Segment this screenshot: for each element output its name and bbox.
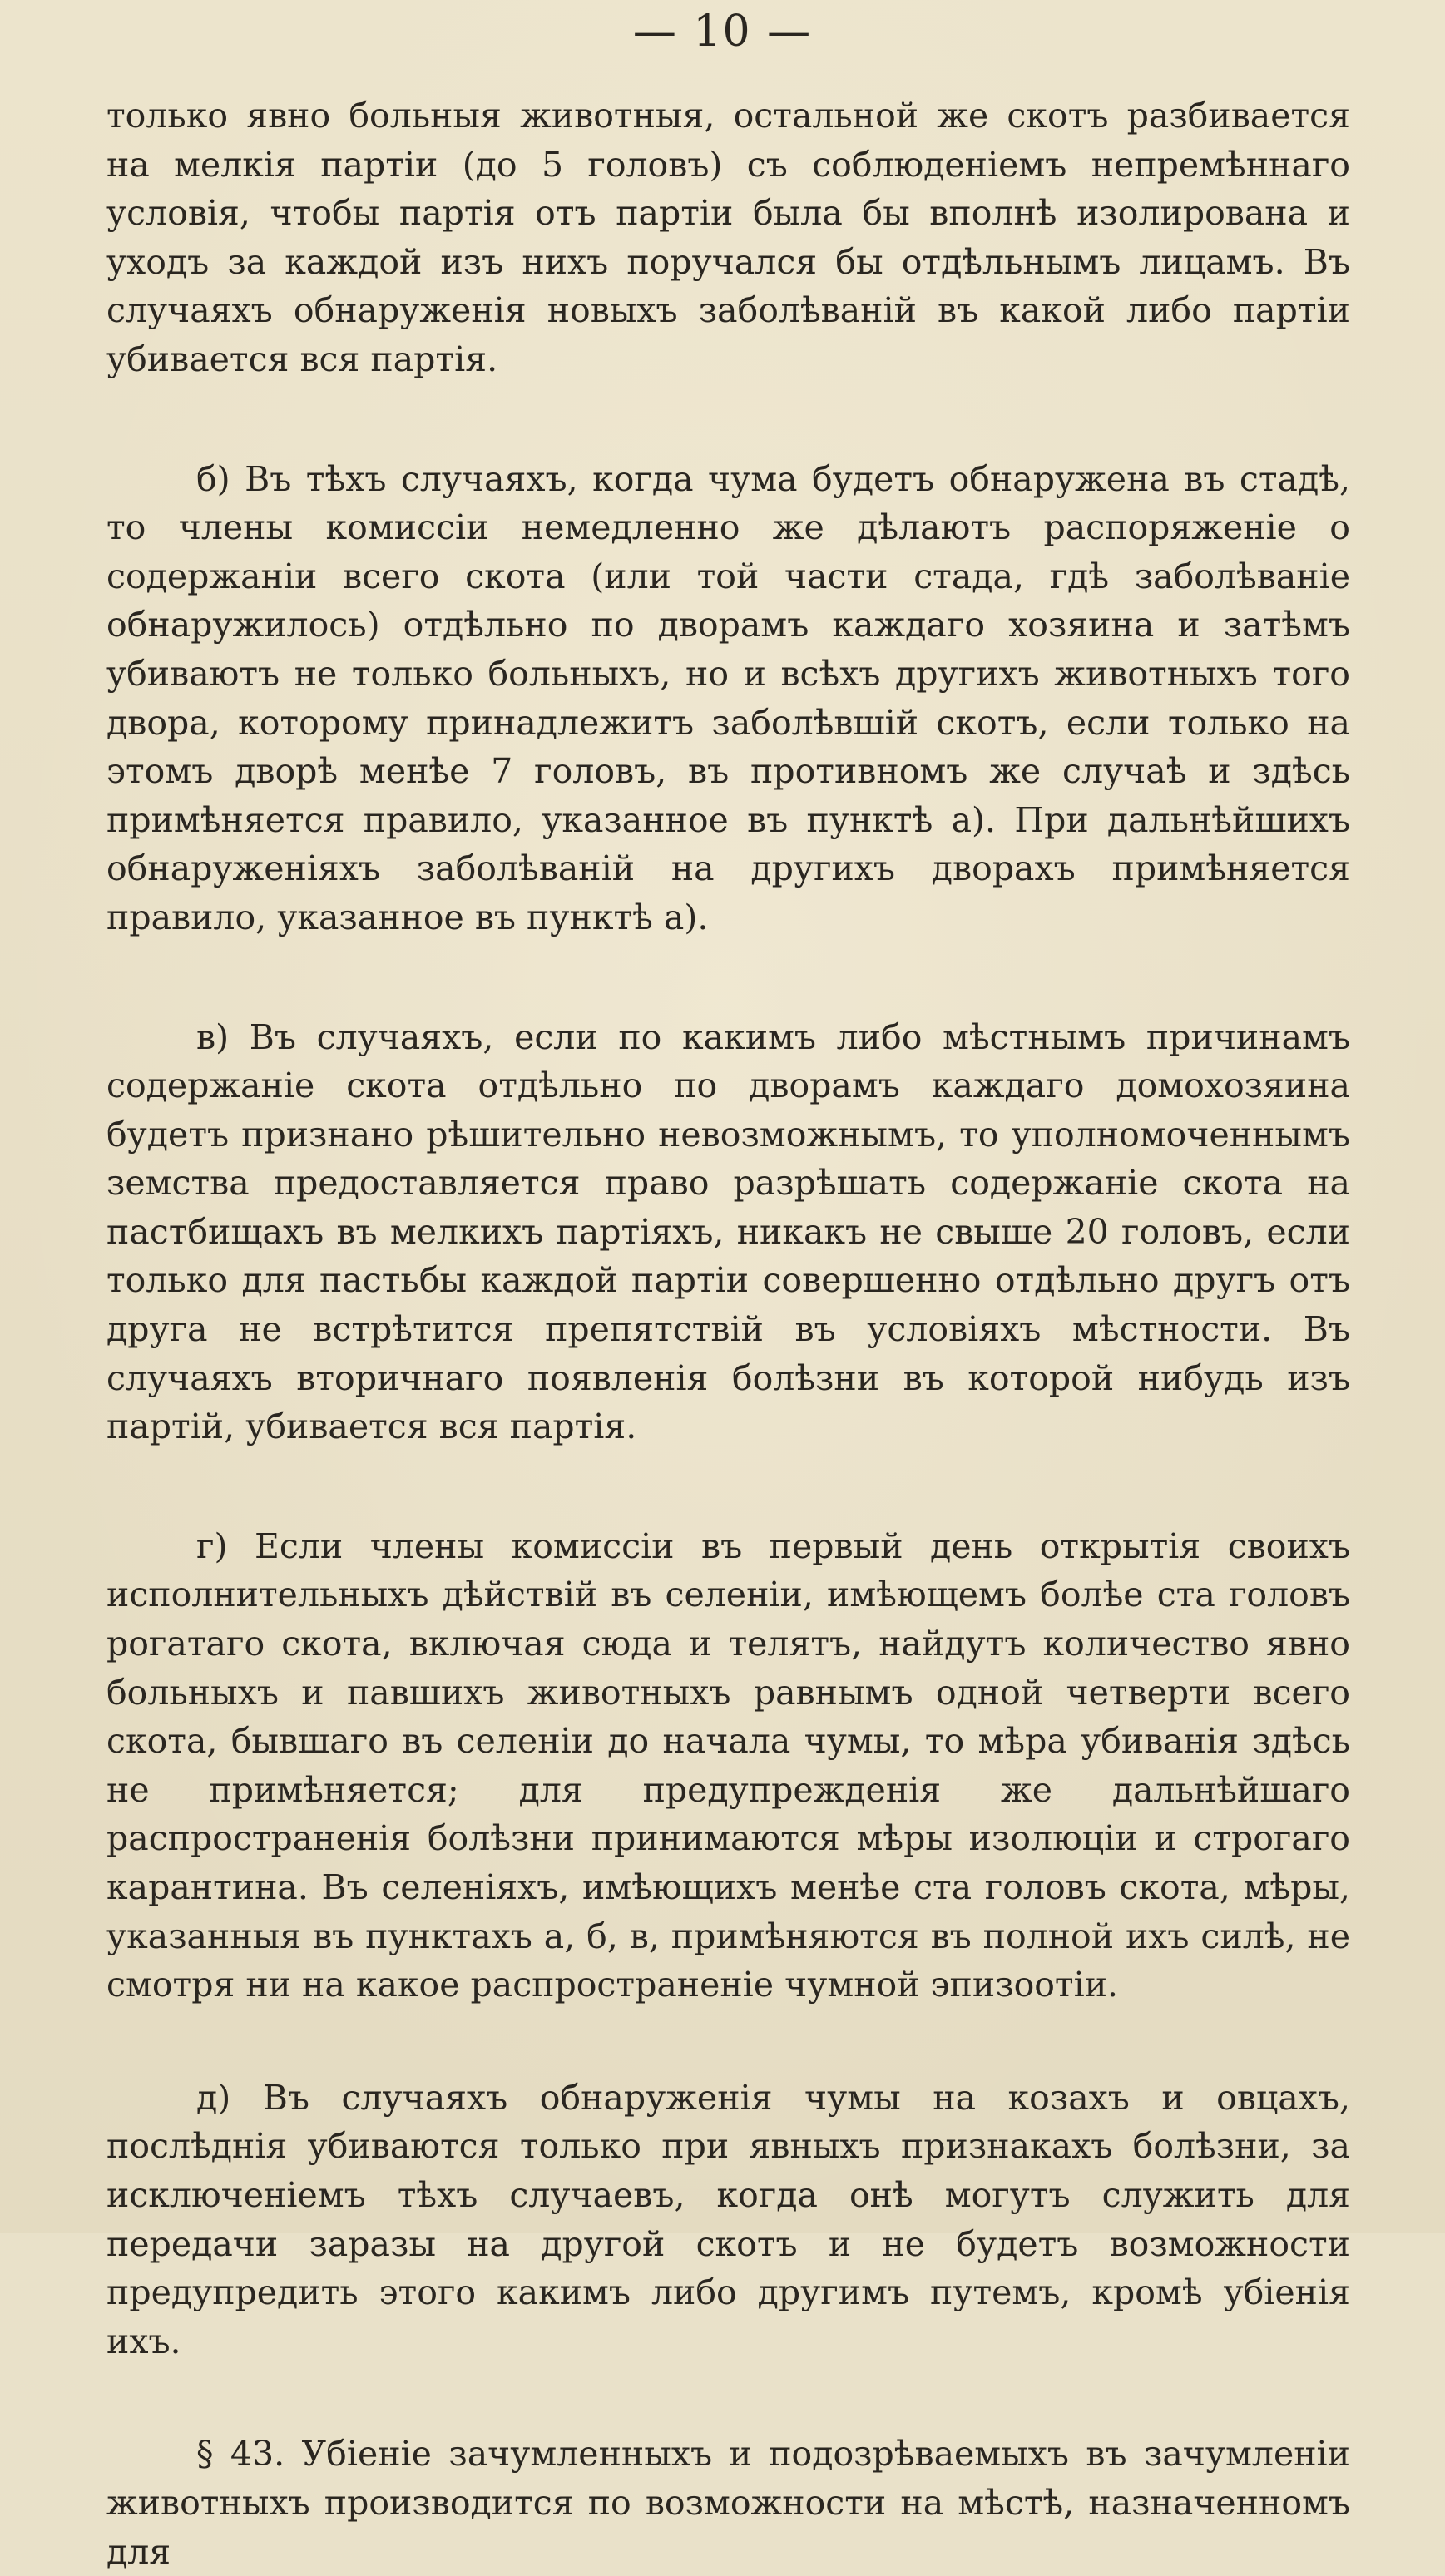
paragraph-gap — [106, 1451, 1350, 1522]
paragraph-continuation: только явно больныя животныя, остальной же скотъ разбивается на мелкія партіи (до 5 головъ) съ соблюденіемъ непремѣннаго условія, чтобы партія отъ партіи была бы вполнѣ изолирована и уходъ за каждой изъ нихъ поручался бы отдѣльнымъ лицамъ. Въ случаяхъ обнаруженія новыхъ заболѣваній въ какой либо партіи убивается вся партія. — [106, 96, 1350, 379]
paragraph-gap — [106, 2010, 1350, 2074]
page-body — [106, 91, 1350, 2576]
paragraph-gap — [106, 942, 1350, 1013]
paragraph-item-g: г) Если члены комиссіи въ первый день открытія своихъ исполнительныхъ дѣйствій въ селеніи, имѣющемъ болѣе ста головъ рогатаго скота, включая сюда и телятъ, найдутъ количество явно больныхъ и павшихъ животныхъ равнымъ одной четверти всего скота, бывшаго въ селеніи до начала чумы, то мѣра убиванія здѣсь не примѣняется; для предупрежденія же дальнѣйшаго распространенія болѣзни принимаются мѣры изолюціи и строгаго карантина. Въ селеніяхъ, имѣющихъ менѣе ста головъ скота, мѣры, указанныя въ пунктахъ а, б, в, примѣняются въ полной ихъ силѣ, не смотря ни на какое распространеніе чумной эпизоотіи. — [106, 1525, 1350, 2005]
paragraph-item-v: в) Въ случаяхъ, если по какимъ либо мѣстнымъ причинамъ содержаніе скота отдѣльно по дворамъ каждаго домохозяина будетъ признано рѣшительно невозможнымъ, то уполномоченнымъ земства предоставляется право разрѣшать содержаніе скота на пастбищахъ въ мелкихъ партіяхъ, никакъ не свыше 20 головъ, если только для пастьбы каждой партіи совершенно отдѣльно другъ отъ друга не встрѣтится препятствій въ условіяхъ мѣстности. Въ случаяхъ вторичнаго появленія болѣзни въ которой нибудь изъ партій, убивается вся партія. — [106, 1016, 1350, 1447]
paragraph-gap — [106, 384, 1350, 455]
paragraph-item-b: б) Въ тѣхъ случаяхъ, когда чума будетъ обнаружена въ стадѣ, то члены комиссіи немедленно же дѣлаютъ распоряженіе о содержаніи всего скота (или той части стада, гдѣ заболѣваніе обнаружилось) отдѣльно по дворамъ каждаго хозяина и затѣмъ убиваютъ не только больныхъ, но и всѣхъ другихъ животныхъ того двора, которому принадлежитъ заболѣвшій скотъ, если только на этомъ дворѣ менѣе 7 головъ, въ противномъ же случаѣ и здѣсь примѣняется правило, указанное въ пунктѣ а). При дальнѣйшихъ обнаруженіяхъ заболѣваній на другихъ дворахъ примѣняется правило, указанное въ пунктѣ а). — [106, 458, 1350, 937]
paragraph-item-d: д) Въ случаяхъ обнаруженія чумы на козахъ и овцахъ, послѣднія убиваются только при явныхъ признакахъ болѣзни, за исключеніемъ тѣхъ случаевъ, когда онѣ могутъ служить для передачи заразы на другой скотъ и не будетъ возможности предупредить этого какимъ либо другимъ путемъ, кромѣ убіенія ихъ. — [106, 2077, 1350, 2361]
paragraph-section-43: § 43. Убіеніе зачумленныхъ и подозрѣваемыхъ въ зачумленіи животныхъ производится по возможности на мѣстѣ, назначенномъ для — [106, 2434, 1350, 2572]
paragraph-gap — [106, 2366, 1350, 2430]
page-number: — 10 — — [632, 7, 813, 57]
